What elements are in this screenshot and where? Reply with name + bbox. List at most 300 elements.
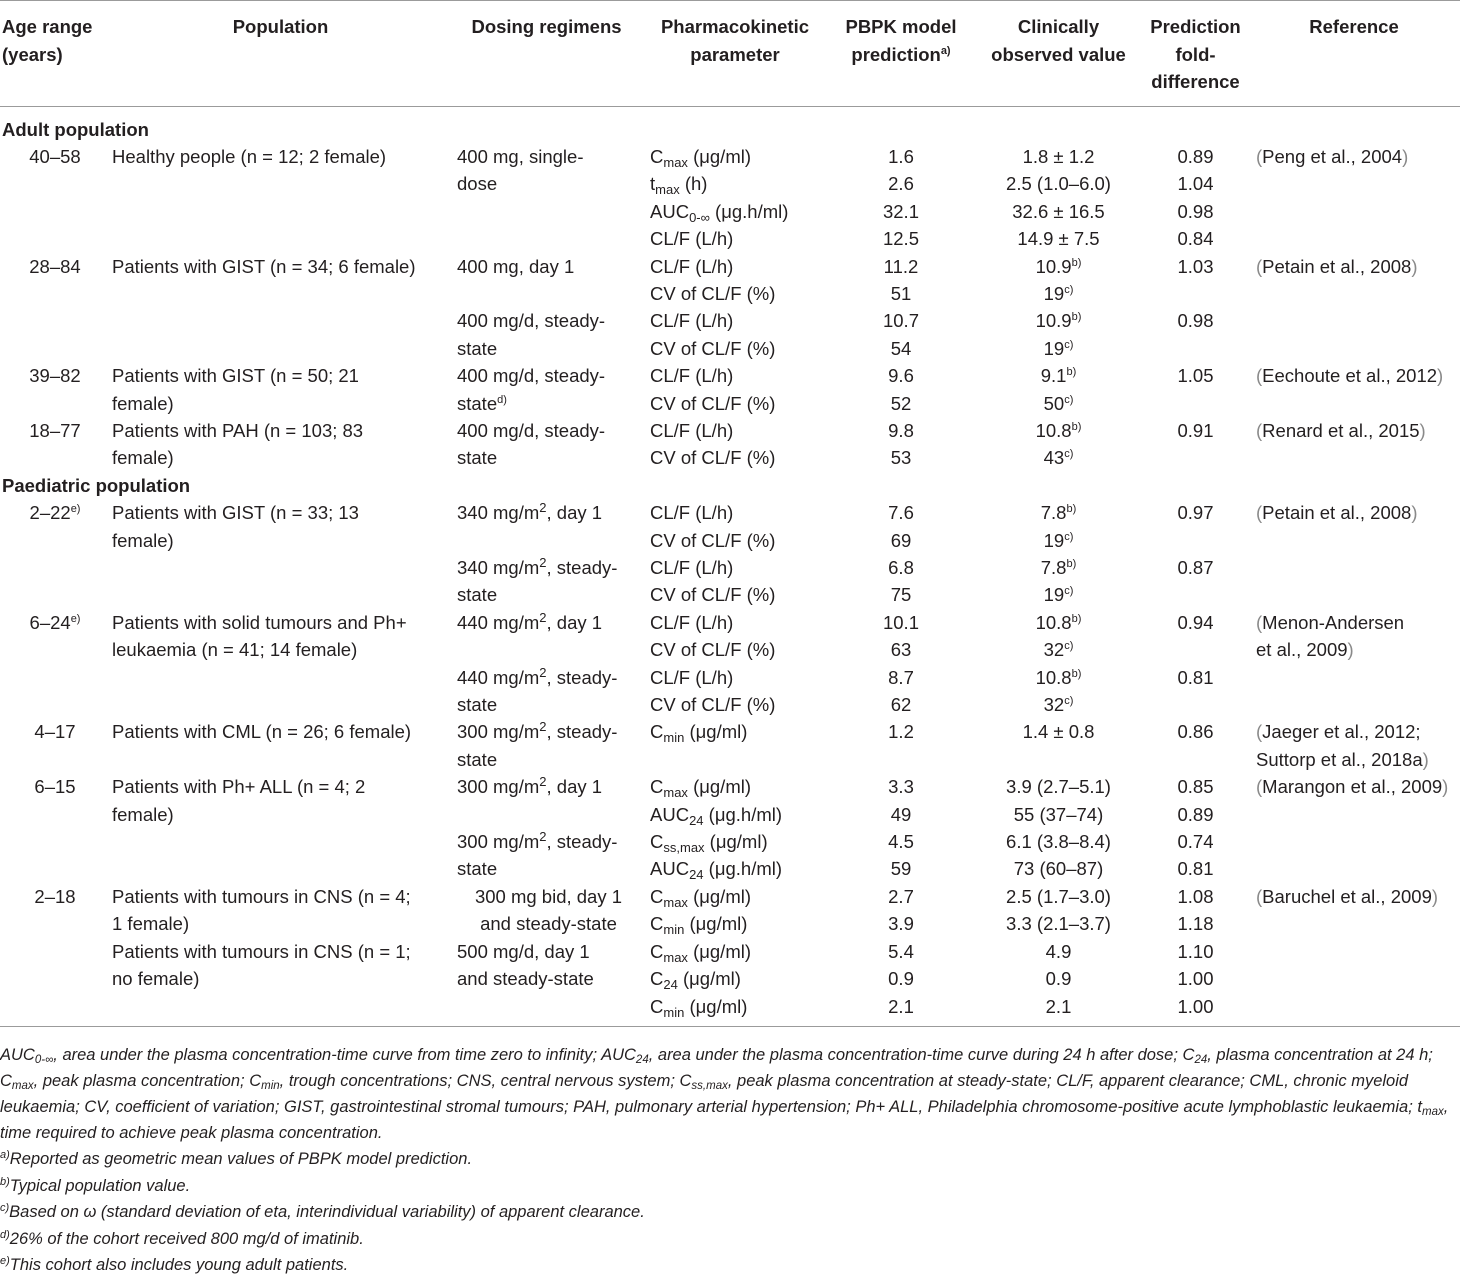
reference-cell [1248,444,1460,471]
reference-cell [1248,993,1460,1027]
population-cell: Patients with solid tumours and Ph+ [112,611,407,633]
observed-cell: 32.6 ± 16.5 [1012,200,1105,222]
footnote-marker: c) [1064,530,1074,543]
footnote-marker: c) [1064,695,1074,708]
reference-cell: et al., 2009) [1256,639,1354,661]
prediction-cell: 54 [890,337,912,359]
age-cell [0,664,110,691]
section-label: Adult population [2,118,149,140]
parameter-cell: $AUC_{24}$ (μg.h/ml) [650,803,783,828]
prediction-cell: 52 [890,392,912,414]
table-notes [0,1042,1460,1279]
population-cell [110,828,451,855]
reference-cell: (Peng et al., 2004) [1256,145,1409,167]
table-row [0,746,1460,773]
reference-cell [1248,527,1460,554]
age-cell [0,280,110,307]
population-cell: 1 female) [112,913,190,935]
observed-cell: 19$^{c)}$ [1043,584,1074,606]
dosing-cell: 400 mg/d, steady- [457,365,606,387]
dosing-cell: 300 $mg/m^2$, steady- [457,719,618,743]
reference-cell [1248,225,1460,252]
population-cell [110,554,451,581]
parameter-cell: $C_{ss,max}$ (μg/ml) [650,831,768,856]
reference-cell [1248,581,1460,608]
age-cell: 40–58 [29,145,81,167]
table-row [0,636,1460,663]
table-row [0,198,1460,225]
observed-cell: 10.9$^{b)}$ [1035,310,1082,332]
parameter-cell [642,746,828,773]
fold-cell: 1.08 [1177,885,1214,907]
dosing-cell: 400 mg, single- [457,145,584,167]
population-cell: leukaemia (n = 41; 14 female) [112,639,358,661]
age-cell [0,554,110,581]
age-cell [0,335,110,362]
fold-cell [1143,691,1248,718]
prediction-cell: 1.6 [888,145,914,167]
section-row [0,106,1460,143]
dosing-cell: 300 $mg/m^2$, steady- [457,829,618,853]
fold-cell: 0.86 [1177,721,1214,743]
footnote-marker: b) [1066,503,1077,516]
fold-cell [1143,527,1248,554]
reference-cell [1248,938,1460,965]
fold-cell [1143,746,1248,773]
age-cell [0,746,110,773]
age-cell [0,170,110,197]
dosing-cell: 300 $mg/m^2$, day 1 [457,774,603,798]
age-cell: 4–17 [34,721,76,743]
age-cell [0,225,110,252]
header-age: Age range (years) [0,1,110,107]
prediction-cell: 5.4 [888,940,914,962]
reference-cell [1248,390,1460,417]
parameter-cell: CL/F (L/h) [650,365,734,387]
parameter-cell: $C_{max}$ (μg/ml) [650,776,752,801]
population-cell [110,307,451,334]
prediction-cell: 2.6 [888,173,914,195]
population-cell [110,198,451,225]
reference-cell [1248,691,1460,718]
table-row [0,280,1460,307]
table-row [0,664,1460,691]
table-row [0,718,1460,745]
population-cell [110,855,451,882]
reference-cell: (Petain et al., 2008) [1256,255,1418,277]
parameter-cell: CL/F (L/h) [650,502,734,524]
population-cell: Patients with GIST (n = 33; 13 [112,502,359,524]
section-row [0,472,1460,499]
observed-cell: 32$^{c)}$ [1043,639,1074,661]
fold-cell: 0.74 [1177,831,1214,853]
parameter-cell: $C_{min}$ (μg/ml) [650,913,748,938]
parameter-cell: $C_{min}$ (μg/ml) [650,721,748,746]
table-row [0,499,1460,526]
footnote-marker: b) [1071,612,1082,625]
parameter-cell: $t_{max}$ (h) [650,173,708,198]
observed-cell: 10.8$^{b)}$ [1035,419,1082,441]
age-cell [0,993,110,1027]
header-parameter: Pharmacokinetic parameter [642,1,828,107]
reference-cell: (Eechoute et al., 2012) [1256,365,1444,387]
dosing-cell [451,527,642,554]
table-row [0,554,1460,581]
table-row [0,993,1460,1027]
parameter-cell: $AUC_{0-\infty}$ (μg.h/ml) [650,200,789,225]
observed-cell: 0.9 [1045,968,1072,990]
prediction-cell: 59 [890,858,912,880]
observed-cell: 19$^{c)}$ [1043,529,1074,551]
footnote-marker: c) [1064,585,1074,598]
parameter-cell: CL/F (L/h) [650,419,734,441]
prediction-cell: 9.8 [888,419,914,441]
prediction-cell: 62 [890,694,912,716]
fold-cell: 0.81 [1177,666,1214,688]
footnote-marker: c) [1064,338,1074,351]
age-cell: 18–77 [29,419,81,441]
age-cell: 2–18 [34,885,76,907]
footnote: $^{e)}$This cohort also includes young adult patients. [0,1255,349,1274]
footnote-marker: e) [70,503,81,516]
reference-cell [1248,170,1460,197]
fold-cell: 0.89 [1177,145,1214,167]
age-cell: 6–15 [34,776,76,798]
parameter-cell: CV of CL/F (%) [650,392,776,414]
age-cell [0,198,110,225]
fold-cell [1143,581,1248,608]
observed-cell: 7.8$^{b)}$ [1040,502,1077,524]
population-cell [110,280,451,307]
population-cell [110,993,451,1027]
observed-cell: 73 (60–87) [1013,858,1104,880]
table-row [0,938,1460,965]
dosing-cell [451,198,642,225]
age-cell [0,910,110,937]
observed-cell: 10.9$^{b)}$ [1035,255,1082,277]
prediction-cell: 7.6 [888,502,914,524]
dosing-cell [451,225,642,252]
population-cell [110,225,451,252]
observed-cell: 3.9 (2.7–5.1) [1006,776,1111,798]
dosing-cell: and steady-state [457,968,594,990]
header-dosing: Dosing regimens [451,1,642,107]
parameter-cell: CL/F (L/h) [650,557,734,578]
prediction-cell: 8.7 [888,666,914,688]
age-cell [0,691,110,718]
observed-cell: 32$^{c)}$ [1043,694,1074,716]
prediction-cell: 3.3 [888,776,914,798]
reference-cell: (Menon-Andersen [1256,611,1405,633]
population-cell [110,691,451,718]
prediction-cell: 53 [890,447,912,469]
prediction-cell: 63 [890,639,912,661]
observed-cell: 43$^{c)}$ [1043,447,1074,469]
population-cell: Patients with Ph+ ALL (n = 4; 2 [112,776,366,798]
population-cell [110,581,451,608]
footnote-list [0,1146,1460,1279]
observed-cell: 14.9 ± 7.5 [1017,228,1100,250]
footnote: $^{d)}$26% of the cohort received 800 mg/d of imatinib. [0,1228,364,1248]
footnote-marker: b) [1071,256,1082,269]
population-cell: Healthy people (n = 12; 2 female) [112,145,387,167]
population-cell: female) [112,392,174,414]
dosing-cell: state [457,858,498,880]
parameter-cell: CV of CL/F (%) [650,337,776,359]
fold-cell [1143,390,1248,417]
age-cell [0,581,110,608]
dosing-cell [451,280,642,307]
observed-cell: 10.8$^{b)}$ [1035,611,1082,633]
age-cell [0,855,110,882]
table-row [0,362,1460,389]
dosing-cell [451,636,642,663]
table-row [0,253,1460,280]
fold-cell: 1.03 [1177,255,1214,277]
table-row [0,170,1460,197]
parameter-cell: CV of CL/F (%) [650,447,776,469]
dosing-cell: 400 mg, day 1 [457,255,575,277]
footnote-marker: c) [1064,640,1074,653]
observed-cell: 6.1 (3.8–8.4) [1006,831,1111,853]
footnote: $^{c)}$Based on ω (standard deviation of eta, interindividual variability) of apparent clearance. [0,1202,645,1221]
footnote-marker: c) [1064,283,1074,296]
dosing-cell: 440 $mg/m^2$, day 1 [457,609,603,633]
population-cell: Patients with tumours in CNS (n = 1; [112,940,411,962]
dosing-cell: state [457,584,498,606]
prediction-cell: 4.5 [888,831,914,853]
fold-cell: 1.04 [1177,173,1214,195]
table-row [0,910,1460,937]
fold-cell: 0.94 [1177,611,1214,633]
age-cell [0,801,110,828]
table-row [0,828,1460,855]
dosing-cell: state [457,694,498,716]
table-row [0,444,1460,471]
footnote-marker: e) [70,612,81,625]
dosing-cell: and steady-state [480,913,617,935]
fold-cell [1143,636,1248,663]
fold-cell: 0.85 [1177,776,1214,798]
dosing-cell: 340 $mg/m^2$, day 1 [457,500,603,524]
footnote-marker: b) [1071,420,1082,433]
population-cell: female) [112,529,174,551]
prediction-cell: 0.9 [888,968,914,990]
parameter-cell: $C_{max}$ (μg/ml) [650,940,752,965]
reference-cell [1248,198,1460,225]
header-prediction-text: PBPK model prediction [845,16,957,65]
footnote-marker: b) [1071,311,1082,324]
footnote-marker: c) [1064,393,1074,406]
population-cell [110,170,451,197]
reference-cell: (Marangon et al., 2009) [1256,776,1449,798]
reference-cell: (Jaeger et al., 2012; [1256,721,1421,743]
fold-cell: 1.00 [1177,968,1214,990]
fold-cell: 1.18 [1177,913,1214,935]
dosing-cell: state [457,447,498,469]
reference-cell: (Baruchel et al., 2009) [1256,885,1439,907]
population-cell: no female) [112,968,200,990]
dosing-cell: dose [457,173,498,195]
fold-cell [1143,280,1248,307]
age-cell: 28–84 [29,255,81,277]
parameter-cell: CL/F (L/h) [650,228,734,250]
observed-cell: 9.1$^{b)}$ [1040,365,1077,387]
table-row [0,225,1460,252]
fold-cell [1143,335,1248,362]
fold-cell: 1.05 [1177,365,1214,387]
header-prediction-footnote: a) [940,44,951,57]
table-row [0,855,1460,882]
header-reference: Reference [1248,1,1460,107]
age-cell: 39–82 [29,365,81,387]
fold-cell: 1.10 [1177,940,1214,962]
observed-cell: 2.1 [974,993,1143,1027]
observed-cell: 1.8 ± 1.2 [1022,145,1095,167]
parameter-cell: $C_{min}$ (μg/ml) [642,993,828,1027]
prediction-cell: 10.7 [882,310,919,332]
observed-cell: 1.4 ± 0.8 [1022,721,1095,743]
prediction-cell [828,746,974,773]
header-row [0,1,1460,107]
dosing-cell [451,993,642,1027]
population-cell: Patients with GIST (n = 50; 21 [112,365,359,387]
population-cell [110,664,451,691]
age-cell: 6–24$^{e)}$ [29,611,81,633]
dosing-cell: 400 mg/d, steady- [457,419,606,441]
table-body [0,106,1460,1026]
observed-cell: 7.8$^{b)}$ [1040,557,1077,578]
reference-cell [1248,335,1460,362]
reference-cell [1248,910,1460,937]
parameter-cell: CV of CL/F (%) [650,529,776,551]
observed-cell: 4.9 [1045,940,1072,962]
age-cell [0,828,110,855]
dosing-cell: 400 mg/d, steady- [457,310,606,332]
reference-cell [1248,855,1460,882]
observed-cell: 19$^{c)}$ [1043,282,1074,304]
header-observed: Clinically observed value [974,1,1143,107]
prediction-cell: 9.6 [888,365,914,387]
footnote-marker: d) [497,393,507,406]
table-row [0,307,1460,334]
population-cell: Patients with PAH (n = 103; 83 [112,419,364,441]
observed-cell: 50$^{c)}$ [1043,392,1074,414]
header-prediction [828,1,974,107]
table-row [0,691,1460,718]
observed-cell: 2.5 (1.7–3.0) [1006,885,1111,907]
reference-cell [1248,554,1460,581]
observed-cell: 55 (37–74) [1013,803,1104,825]
observed-cell: 19$^{c)}$ [1043,337,1074,359]
parameter-cell: CV of CL/F (%) [650,584,776,606]
table-row [0,581,1460,608]
prediction-cell: 32.1 [882,200,919,222]
parameter-cell: CL/F (L/h) [650,255,734,277]
population-cell: Patients with CML (n = 26; 6 female) [112,721,412,743]
population-cell: female) [112,447,174,469]
prediction-cell: 2.1 [828,993,974,1027]
observed-cell [974,746,1143,773]
parameter-cell: CL/F (L/h) [650,666,734,688]
footnote-marker: b) [1071,667,1082,680]
prediction-cell: 6.8 [888,557,914,578]
observed-cell: 2.5 (1.0–6.0) [1006,173,1111,195]
parameter-cell: $AUC_{24}$ (μg.h/ml) [650,858,783,883]
dosing-cell: 300 mg bid, day 1 [474,885,623,907]
prediction-cell: 69 [890,529,912,551]
table-row [0,417,1460,444]
prediction-cell: 12.5 [882,228,919,250]
table-row [0,773,1460,800]
dosing-cell: 440 $mg/m^2$, steady- [457,664,618,688]
age-cell [0,938,110,965]
dosing-cell [451,801,642,828]
fold-cell: 0.89 [1177,803,1214,825]
parameter-cell: CV of CL/F (%) [650,282,776,304]
population-cell: Patients with tumours in CNS (n = 4; [112,885,411,907]
reference-cell [1248,307,1460,334]
fold-cell: 0.97 [1177,502,1214,524]
prediction-cell: 11.2 [883,255,919,277]
observed-cell: 10.8$^{b)}$ [1035,666,1082,688]
prediction-cell: 75 [890,584,912,606]
dosing-cell: state [457,337,498,359]
parameter-cell: $C_{max}$ (μg/ml) [650,885,752,910]
age-cell: 2–22$^{e)}$ [29,502,81,524]
table-row [0,527,1460,554]
fold-cell: 0.91 [1177,419,1214,441]
dosing-cell: state$^{d)}$ [457,392,507,414]
parameter-cell: CV of CL/F (%) [650,694,776,716]
table-row [0,801,1460,828]
table-row [0,335,1460,362]
prediction-cell: 1.2 [888,721,914,743]
header-population: Population [110,1,451,107]
prediction-cell: 49 [890,803,912,825]
header-fold: Prediction fold-difference [1143,1,1248,107]
footnote-marker: c) [1064,448,1074,461]
fold-cell: 0.87 [1177,557,1214,578]
fold-cell [1143,444,1248,471]
age-cell [0,965,110,992]
reference-cell [1248,280,1460,307]
reference-cell: (Petain et al., 2008) [1256,502,1418,524]
fold-cell: 0.84 [1177,228,1214,250]
fold-cell: 1.00 [1143,993,1248,1027]
fold-cell: 0.98 [1177,310,1214,332]
parameter-cell: CL/F (L/h) [650,310,734,332]
reference-cell [1248,828,1460,855]
age-cell [0,527,110,554]
dosing-cell: 500 mg/d, day 1 [457,940,590,962]
table-row [0,143,1460,170]
footnote: $^{b)}$Typical population value. [0,1175,191,1195]
dosing-cell: 340 $mg/m^2$, steady- [457,555,618,578]
age-cell [0,444,110,471]
reference-cell [1248,965,1460,992]
fold-cell: 0.98 [1177,200,1214,222]
prediction-cell: 3.9 [888,913,914,935]
table-row [0,965,1460,992]
parameter-cell: CL/F (L/h) [650,611,734,633]
parameter-cell: CV of CL/F (%) [650,639,776,661]
table-row [0,609,1460,636]
section-label: Paediatric population [2,474,191,496]
footnote-marker: b) [1066,366,1077,379]
abbreviation-note: $AUC_{0-\infty}$, area under the plasma concentration-time curve from time zero to infinity; $AUC_{24}$, area under the plasma concentration-time curve during 24 h after dose; $C_{24}$, plasma concentration at 24 h; $C_{max}$, peak plasma concentration; $C_{min}$, trough concentrations; CNS, central nervous system; $C_{ss,max}$, peak plasma concentration at steady-state; CL/F, apparent clearance; CML, chronic myeloid leukaemia; CV, coefficient of variation; GIST, gastrointestinal stromal tumours; PAH, pulmonary arterial hypertension; Ph+ ALL, Philadelphia chromosome-positive acute lymphoblastic leukaemia; $t_{max}$, time required to achieve peak plasma concentration. [0,1046,1449,1142]
reference-cell: Suttorp et al., 2018a) [1256,748,1429,770]
